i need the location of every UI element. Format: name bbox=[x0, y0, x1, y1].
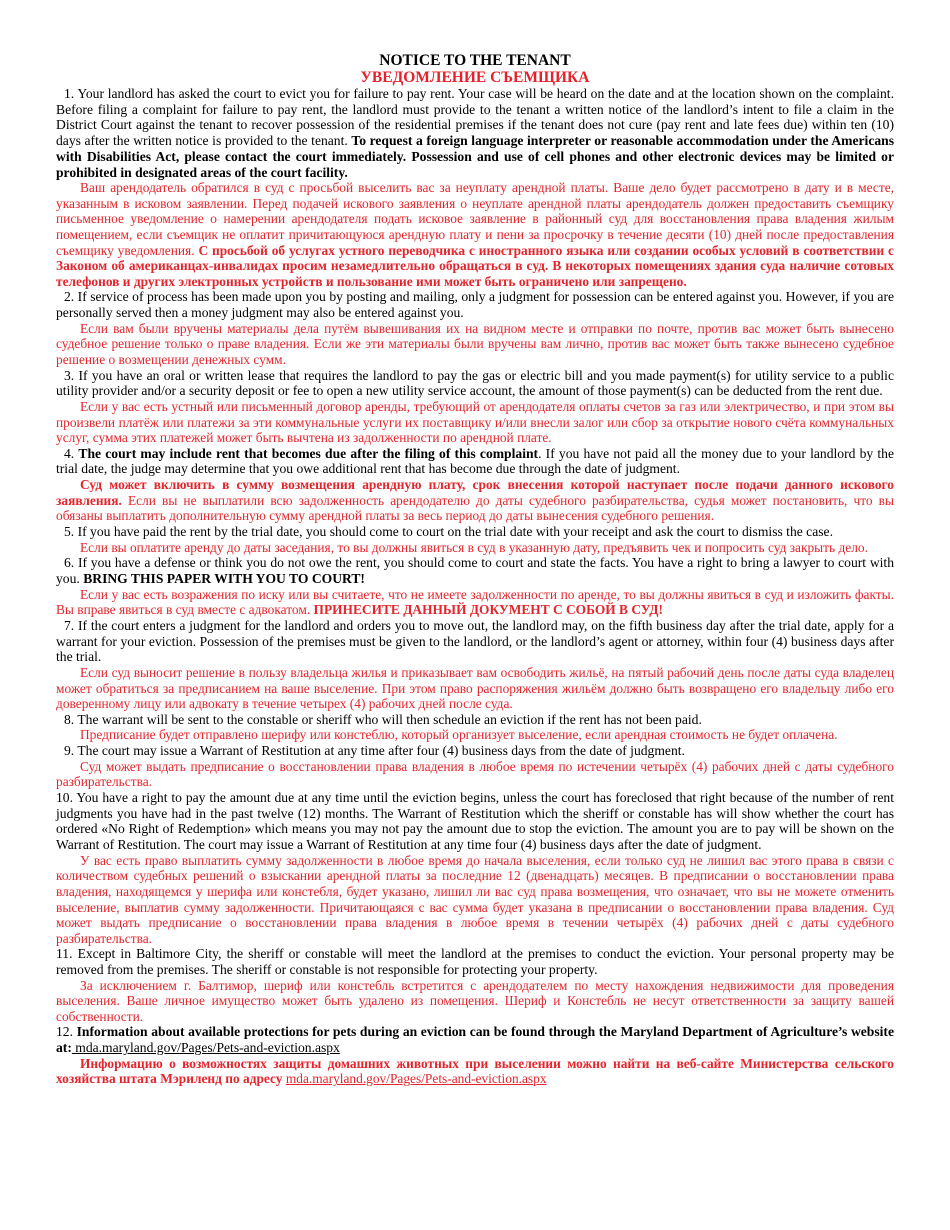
item-12-number: 12. bbox=[56, 1024, 77, 1040]
item-8-english: 8. The warrant will be sent to the constable or sheriff who will then schedule an eviction if the rent has not been paid. bbox=[64, 711, 702, 727]
item-6-russian bbox=[56, 587, 894, 618]
item-4-ru-text: Если вы не выплатили всю задолженность арендодателю до даты судебного разбирательства, судья может постановить, что вы обязаны выплатить дополнительную сумму арендной платы за весь период до даты вынесения судебного решения. bbox=[56, 492, 894, 524]
item-9-english: 9. The court may issue a Warrant of Restitution at any time after four (4) business days from the date of judgment. bbox=[64, 743, 685, 759]
item-9-russian: Суд может выдать предписание о восстановлении права владения в любое время по истечении четырёх (4) рабочих дней с даты судебного разбирательства. bbox=[56, 758, 894, 790]
item-10-russian: У вас есть право выплатить сумму задолженности в любое время до начала выселения, если только суд не лишил вас этого права в связи с количеством судебных решений о взыскании арендной платы за последние 12 (двенадцать) месяцев. В предписании о восстановлении права владения, находящемся у шерифа или констебля, будет указано, лишил ли вас суд права возмещения, что означает, что вы не можете отменить выселение, выплатив сумму задолженности. Причитающаяся с вас сумма будет указана в предписании о восстановлении права владения. Суд может выдать предписание о восстановлении права владения в любое время в течении четырёх (4) рабочих дней с даты судебного разбирательства. bbox=[56, 852, 894, 946]
notice-document bbox=[56, 52, 894, 1087]
title-english: NOTICE TO THE TENANT bbox=[379, 52, 571, 69]
item-6-ru-text: Если у вас есть возражения по иску или вы считаете, что не имеете задолженности по аренде, то вы должны явиться в суд и изложить факты. Вы вправе явиться в суд вместе с адвокатом. bbox=[56, 586, 894, 618]
item-2-russian: Если вам были вручены материалы дела путём вывешивания их на видном месте и отправки по почте, против вас может быть вынесено судебное решение только о праве владения. Если же эти материалы были вручены вам лично, против вас может быть также вынесено судебное решение о возмещении денежных сумм. bbox=[56, 320, 894, 367]
pets-eviction-link[interactable]: mda.maryland.gov/Pages/Pets-and-eviction.aspx bbox=[71, 1040, 340, 1056]
item-4-english bbox=[56, 446, 894, 477]
item-4-bold: The court may include rent that becomes due after the filing of this complaint bbox=[78, 445, 539, 461]
item-5-russian: Если вы оплатите аренду до даты заседания, то вы должны явиться в суд в указанную дату, предъявить чек и попросить суд закрыть дело. bbox=[80, 539, 868, 555]
item-3-english: 3. If you have an oral or written lease that requires the landlord to pay the gas or electric bill and you made payment(s) for utility service to a public utility provider and/or a security deposit or fee to open a new utility service account, the amount of those payment(s) can be deducted from the rent due. bbox=[56, 367, 894, 399]
item-7-russian: Если суд выносит решение в пользу владельца жилья и приказывает вам освободить жильё, на пятый рабочий день после даты суда владелец может обратиться за предписанием на ваше выселение. При этом право распоряжения жильём должно быть возвращено его владельцу либо его доверенному лицу или адвокату в течение четырех (4) рабочих дней после суда. bbox=[56, 664, 894, 712]
item-12-english bbox=[56, 1024, 894, 1055]
item-12-russian bbox=[56, 1056, 894, 1087]
item-1-bold: To request a foreign language interpreter or reasonable accommodation under the Americans with Disabilities Act, please contact the court immediately. Possession and use of cell phones and other electronic devices may be limited or prohibited in designated areas of the court facility. bbox=[56, 133, 894, 180]
item-12-ru-bold: Информацию о возможностях защиты домашних животных при выселении можно найти на веб-сайте Министерства сельского хозяйства штата Мэриленд по адресу bbox=[56, 1055, 894, 1087]
item-8-russian: Предписание будет отправлено шерифу или констеблю, который организует выселение, если арендная стоимость не будет оплачена. bbox=[80, 727, 838, 743]
item-7-english: 7. If the court enters a judgment for the landlord and orders you to move out, the landlord may, on the fifth business day after the trial date, apply for a warrant for your eviction. Possession of the premises must be given to the landlord, or the landlord’s agent or attorney, within four (4) business days after the trial. bbox=[56, 617, 894, 665]
item-4-text: . If you have not paid all the money due to your landlord by the trial date, the judge may determine that you owe additional rent that has become due through the date of judgment. bbox=[56, 445, 894, 477]
item-6-text: 6. If you have a defense or think you do not owe the rent, you should come to court and state the facts. You have a right to bring a lawyer to court with you. bbox=[56, 555, 894, 586]
item-4-ru-bold: Суд может включить в сумму возмещения арендную плату, срок внесения которой наступает после подачи данного искового заявления. bbox=[56, 477, 894, 508]
item-1-ru-bold: С просьбой об услугах устного переводчика с иностранного языка или создании особых условий в соответствии с Законом об американцах-инвалидах просим незамедлительно обращаться в суд. В некоторых помещениях здания суда наличие сотовых телефонов и других электронных устройств и пользование ими может быть ограничено или запрещено. bbox=[56, 242, 894, 289]
item-1-text: 1. Your landlord has asked the court to evict you for failure to pay rent. Your case will be heard on the date and at the location shown on the complaint. Before filing a complaint for failure to pay rent, the landlord must provide to the tenant a written notice of the landlord’s intent to file a claim in the District Court against the tenant to recover possession of the residential premises if the tenant does not cure (pay rent and late fees due) within ten (10) days after the written notice is provided to the tenant. bbox=[56, 86, 894, 149]
item-12-bold: Information about available protections for pets during an eviction can be found through the Maryland Department of Agriculture’s website at: bbox=[56, 1024, 894, 1056]
item-4-russian bbox=[56, 477, 894, 524]
item-1-english bbox=[56, 86, 894, 180]
item-4-number: 4. bbox=[64, 445, 79, 461]
item-3-russian: Если у вас есть устный или письменный договор аренды, требующий от арендодателя оплаты счетов за газ или электричество, и при этом вы произвели платёж или платежи за эти коммунальные услуги их поставщику и/или внесли залог или сбор за открытие нового счёта коммунальных услуг, сумма этих платежей может быть вычтена из задолженности по арендной плате. bbox=[56, 398, 894, 446]
item-2-english: 2. If service of process has been made upon you by posting and mailing, only a judgment for possession can be entered against you. However, if you are personally served then a money judgment may also be entered against you. bbox=[56, 289, 894, 321]
item-10-english: 10. You have a right to pay the amount due at any time until the eviction begins, unless the court has foreclosed that right because of the number of rent judgments you have had in the past twelve (12) months. The Warrant of Restitution which the sheriff or constable has will show whether the court has ordered «No Right of Redemption» which means you may not pay the amount due to stop the eviction. The amount you are to pay will be shown on the Warrant of Restitution. The court may issue a Warrant of Restitution at any time four (4) business days after the date of judgment. bbox=[56, 789, 894, 853]
item-6-bold: BRING THIS PAPER WITH YOU TO COURT! bbox=[83, 570, 365, 586]
item-11-english: 11. Except in Baltimore City, the sheriff or constable will meet the landlord at the premises to conduct the eviction. Your personal property may be removed from the premises. The sheriff or constable is not responsible for protecting your property. bbox=[56, 946, 894, 977]
item-5-english: 5. If you have paid the rent by the trial date, you should come to court on the trial date with your receipt and ask the court to dismiss the case. bbox=[64, 523, 833, 539]
pets-eviction-link-ru[interactable]: mda.maryland.gov/Pages/Pets-and-eviction.aspx bbox=[285, 1071, 547, 1087]
title-russian: УВЕДОМЛЕНИЕ СЪЕМЩИКА bbox=[360, 69, 590, 86]
item-6-english bbox=[56, 555, 894, 586]
item-6-ru-bold: ПРИНЕСИТЕ ДАННЫЙ ДОКУМЕНТ С СОБОЙ В СУД! bbox=[313, 602, 663, 618]
item-11-russian: За исключением г. Балтимор, шериф или констебль встретится с арендодателем по месту нахождения недвижимости для проведения выселения. Ваше личное имущество может быть удалено из помещения. Шериф и Констебль не несут ответственности за защиту вашей собственности. bbox=[56, 977, 894, 1024]
item-1-russian bbox=[56, 180, 894, 289]
item-1-ru-text: Ваш арендодатель обратился в суд с просьбой выселить вас за неуплату арендной платы. Ваше дело будет рассмотрено в дату и в месте, указанным в исковом заявлении. Перед подачей искового заявления о неуплате арендной платы арендодатель должен предоставить съемщику письменное уведомление о намерении арендодателя подать исковое заявление в районный суд для восстановления права владения жилым помещением, если съемщик не оплатит причитающуюся арендную плату и пени за просрочку в течение десяти (10) дней после предоставления съемщику уведомления. bbox=[56, 180, 894, 258]
